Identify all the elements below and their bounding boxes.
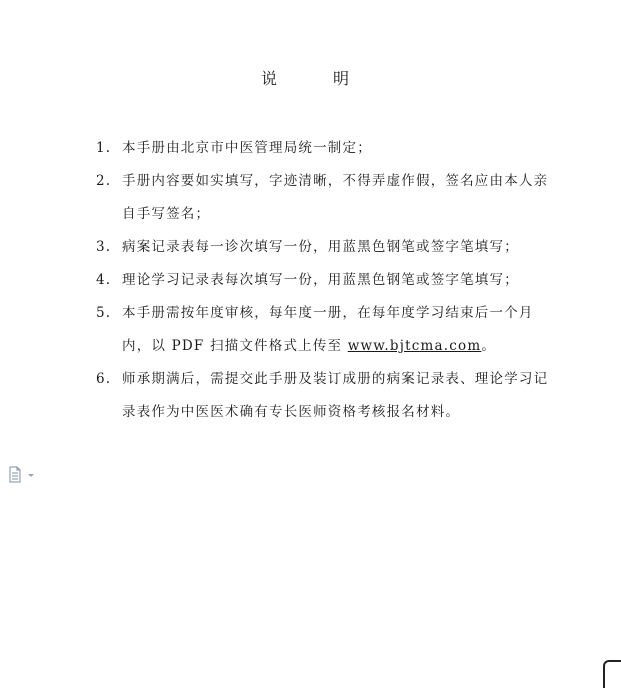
item-text: 理论学习记录表每次填写一份，用蓝黑色钢笔或签字笔填写； xyxy=(122,272,519,288)
item-number: 3. xyxy=(96,239,112,255)
list-item-4 xyxy=(96,264,556,297)
dropdown-arrow-icon xyxy=(28,474,34,477)
item-number: 4. xyxy=(96,272,112,288)
list-item-5 xyxy=(96,297,556,363)
item-number: 5. xyxy=(96,305,112,321)
list-item-3 xyxy=(96,231,556,264)
website-link[interactable]: www.bjtcma.com xyxy=(347,338,482,354)
item-number: 1. xyxy=(96,140,112,156)
item-text: 师承期满后，需提交此手册及装订成册的病案记录表、理论学习记录表作为中医医术确有专长医师资格考核报名材料。 xyxy=(122,371,549,420)
item-text: 手册内容要如实填写，字迹清晰，不得弄虚作假，签名应由本人亲自手写签名； xyxy=(122,173,549,222)
item-text-before-link: 本手册需按年度审核，每年度一册，在每年度学习结束后一个月内，以 PDF 扫描文件格式上传至 xyxy=(122,305,534,354)
item-text: 病案记录表每一诊次填写一份，用蓝黑色钢笔或签字笔填写； xyxy=(122,239,519,255)
document-title: 说 明 xyxy=(260,69,369,88)
item-text-after-link: 。 xyxy=(481,338,497,354)
instructions-list xyxy=(96,132,556,429)
list-item-2 xyxy=(96,165,556,231)
list-item-6 xyxy=(96,363,556,429)
item-text xyxy=(122,297,556,363)
item-text: 本手册由北京市中医管理局统一制定； xyxy=(122,140,372,156)
list-item-1 xyxy=(96,132,556,165)
page-corner-icon xyxy=(603,660,621,688)
item-number: 2. xyxy=(96,173,112,189)
item-number: 6. xyxy=(96,371,112,387)
document-icon xyxy=(9,466,37,484)
document-options-icon[interactable] xyxy=(9,466,37,484)
